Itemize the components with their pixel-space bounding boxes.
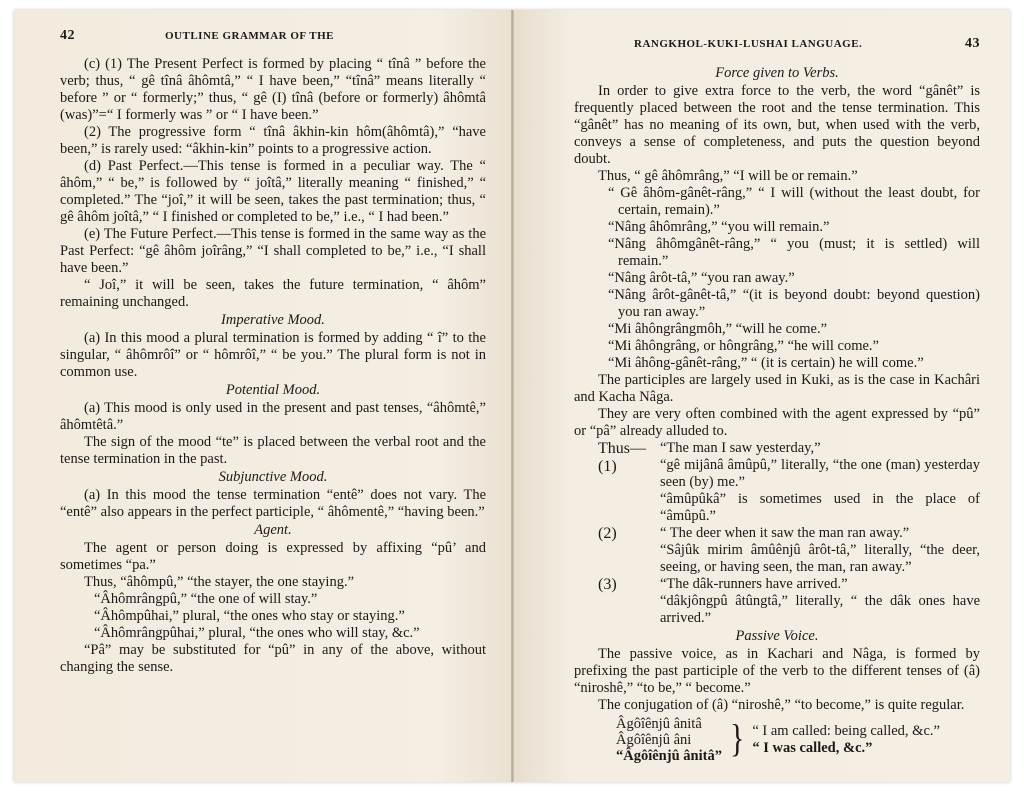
left-running-title: OUTLINE GRAMMAR OF THE (165, 30, 334, 42)
numbered-example (574, 440, 980, 525)
left-running-head (60, 28, 486, 44)
conjugation-form: “Âgôîênjû ânitâ” (616, 748, 722, 764)
paragraph: (c) (1) The Present Perfect is formed by placing “ tînâ ” before the verb; thus, “ gê tînâ âhômtâ,” “ I have been,” “tînâ” means literally “ before ” or “ formerly;” thus, “ gê (I) tînâ (before or formerly) âhômtâ (was)”=“ I formerly was ” or “ I have been.” (60, 56, 486, 123)
conjugation-gloss: “ I am called: being called, &c.” (752, 723, 940, 739)
paragraph: (e) The Future Perfect.—This tense is formed in the same way as the Past Perfect: “gê âhôm joîrâng,” “I shall completed to be,” i.e., “I shall have been.” (60, 226, 486, 276)
example-line: “Nâng âhômgânêt-râng,” “ you (must; it is settled) will remain.” (608, 236, 980, 269)
section-heading: Passive Voice. (735, 628, 819, 644)
conjugation-forms (616, 716, 722, 764)
paragraph: The agent or person doing is expressed by affixing “pû’ and sometimes “pa.” (60, 540, 486, 573)
paragraph: (a) This mood is only used in the present and past tenses, “âhômtê,” âhômtêtâ.” (60, 400, 486, 433)
paragraph: “Pâ” may be substituted for “pû” in any of the above, without changing the sense. (60, 642, 486, 675)
example-line: “ The deer when it saw the man ran away.” (660, 525, 910, 541)
right-page (512, 10, 1010, 782)
right-running-title: RANGKHOL-KUKI-LUSHAI LANGUAGE. (634, 38, 863, 50)
conjugation-block (616, 716, 980, 764)
example-line: “Nâng ârôt-gânêt-tâ,” “(it is beyond doubt: beyond question) you ran away.” (608, 287, 980, 320)
paragraph: The conjugation of (â) “niroshê,” “to become,” is quite regular. (598, 697, 965, 713)
left-page-number: 42 (60, 28, 75, 43)
paragraph: “ Joî,” it will be seen, takes the future termination, “ âhôm” remaining unchanged. (60, 277, 486, 310)
example-line: “The dâk-runners have arrived.” (660, 576, 848, 592)
paragraph: In order to give extra force to the verb, the word “gânêt” is frequently placed between the root and the tense termination. This “gânêt” has no meaning of its own, but, when used with the verb, conveys a sense of completeness, and puts the question beyond doubt. (574, 83, 980, 167)
example-line: “Mi âhông-gânêt-râng,” “ (it is certain) he will come.” (608, 355, 924, 371)
example-line: “Âhômrângpûhai,” plural, “the ones who will stay, &c.” (94, 625, 420, 641)
book-gutter (511, 10, 514, 782)
example-line: “Mi âhôngrâng, or hôngrâng,” “he will come.” (608, 338, 879, 354)
conjugation-form: Âgôîênjû âni (616, 732, 692, 748)
example-line: “Sâjûk mirim âmûênjû ârôt-tâ,” literally, “the deer, seeing, or having seen, the man, ran away.” (660, 542, 980, 575)
section-heading: Force given to Verbs. (715, 65, 839, 81)
paragraph: Thus, “ gê âhômrâng,” “I will be or remain.” (598, 168, 858, 184)
section-heading: Agent. (254, 522, 292, 538)
numbered-example (574, 525, 980, 576)
example-label: (3) (598, 576, 617, 593)
example-line: “dâkjôngpû âtûngtâ,” literally, “ the dâk ones have arrived.” (660, 593, 980, 626)
example-body (660, 525, 980, 576)
brace-glyph: } (729, 717, 745, 761)
right-page-number: 43 (965, 36, 980, 51)
section-heading: Potential Mood. (225, 382, 321, 398)
example-line: “Nâng âhômrâng,” “you will remain.” (608, 219, 830, 235)
section-heading: Subjunctive Mood. (218, 469, 328, 485)
conjugation-glosses (752, 723, 940, 757)
example-line: “Âhômrângpû,” “the one of will stay.” (94, 591, 318, 607)
paragraph: They are very often combined with the agent expressed by “pû” or “pâ” already alluded to. (574, 406, 980, 439)
paragraph: The sign of the mood “te” is placed between the verbal root and the tense termination in the past. (60, 434, 486, 467)
paragraph: (2) The progressive form “ tînâ âkhin-kin hôm(âhômtâ),” “have been,” is rarely used: “âkhin-kin” points to a progressive action. (60, 124, 486, 157)
paragraph: The participles are largely used in Kuki, as is the case in Kachâri and Kacha Nâga. (574, 372, 980, 405)
example-line: “âmûpûkâ” is sometimes used in the place of “âmûpû.” (660, 491, 980, 524)
conjugation-gloss: “ I was called, &c.” (752, 740, 873, 756)
example-body (660, 576, 980, 627)
section-heading: Imperative Mood. (221, 312, 325, 328)
right-running-head (574, 36, 980, 52)
example-label: (2) (598, 525, 617, 542)
example-line: “Âhômpûhai,” plural, “the ones who stay or staying.” (94, 608, 405, 624)
conjugation-form: Âgôîênjû ânitâ (616, 716, 702, 732)
paragraph: Thus, “âhômpû,” “the stayer, the one staying.” (84, 574, 354, 590)
example-line: “gê mijânâ âmûpû,” literally, “the one (man) yesterday seen (by) me.” (660, 457, 980, 490)
example-line: “The man I saw yesterday,” (660, 440, 821, 456)
example-line: “Nâng ârôt-tâ,” “you ran away.” (608, 270, 795, 286)
paragraph: (d) Past Perfect.—This tense is formed in a peculiar way. The “ âhôm,” “ be,” is followed by “ joîtâ,” literally meaning “ finished,” “ completed.” The “joî,” it will be seen, takes the past termination; thus, “ gê âhôm joîtâ,” “ I finished or completed to be,” i.e., “ I had been.” (60, 158, 486, 225)
paragraph: (a) In this mood the tense termination “entê” does not vary. The “entê” also appears in the perfect participle, “ âhômentê,” “having been.” (60, 487, 486, 520)
numbered-example (574, 576, 980, 627)
left-page (14, 10, 512, 782)
example-line: “Mi âhôngrângmôh,” “will he come.” (608, 321, 828, 337)
example-label: Thus—(1) (598, 440, 646, 475)
paragraph: The passive voice, as in Kachari and Nâga, is formed by prefixing the past participle of the verb to the different tenses of (â) “niroshê,” “to be,” “ become.” (574, 646, 980, 696)
paragraph: (a) In this mood a plural termination is formed by adding “ î” to the singular, “ âhômrôî” or “ hômrôî,” “ be you.” The plural form is not in common use. (60, 330, 486, 380)
example-body (660, 440, 980, 525)
example-line: “ Gê âhôm-gânêt-râng,” “ I will (without the least doubt, for certain, remain).” (608, 185, 980, 218)
book-spread (14, 10, 1010, 782)
